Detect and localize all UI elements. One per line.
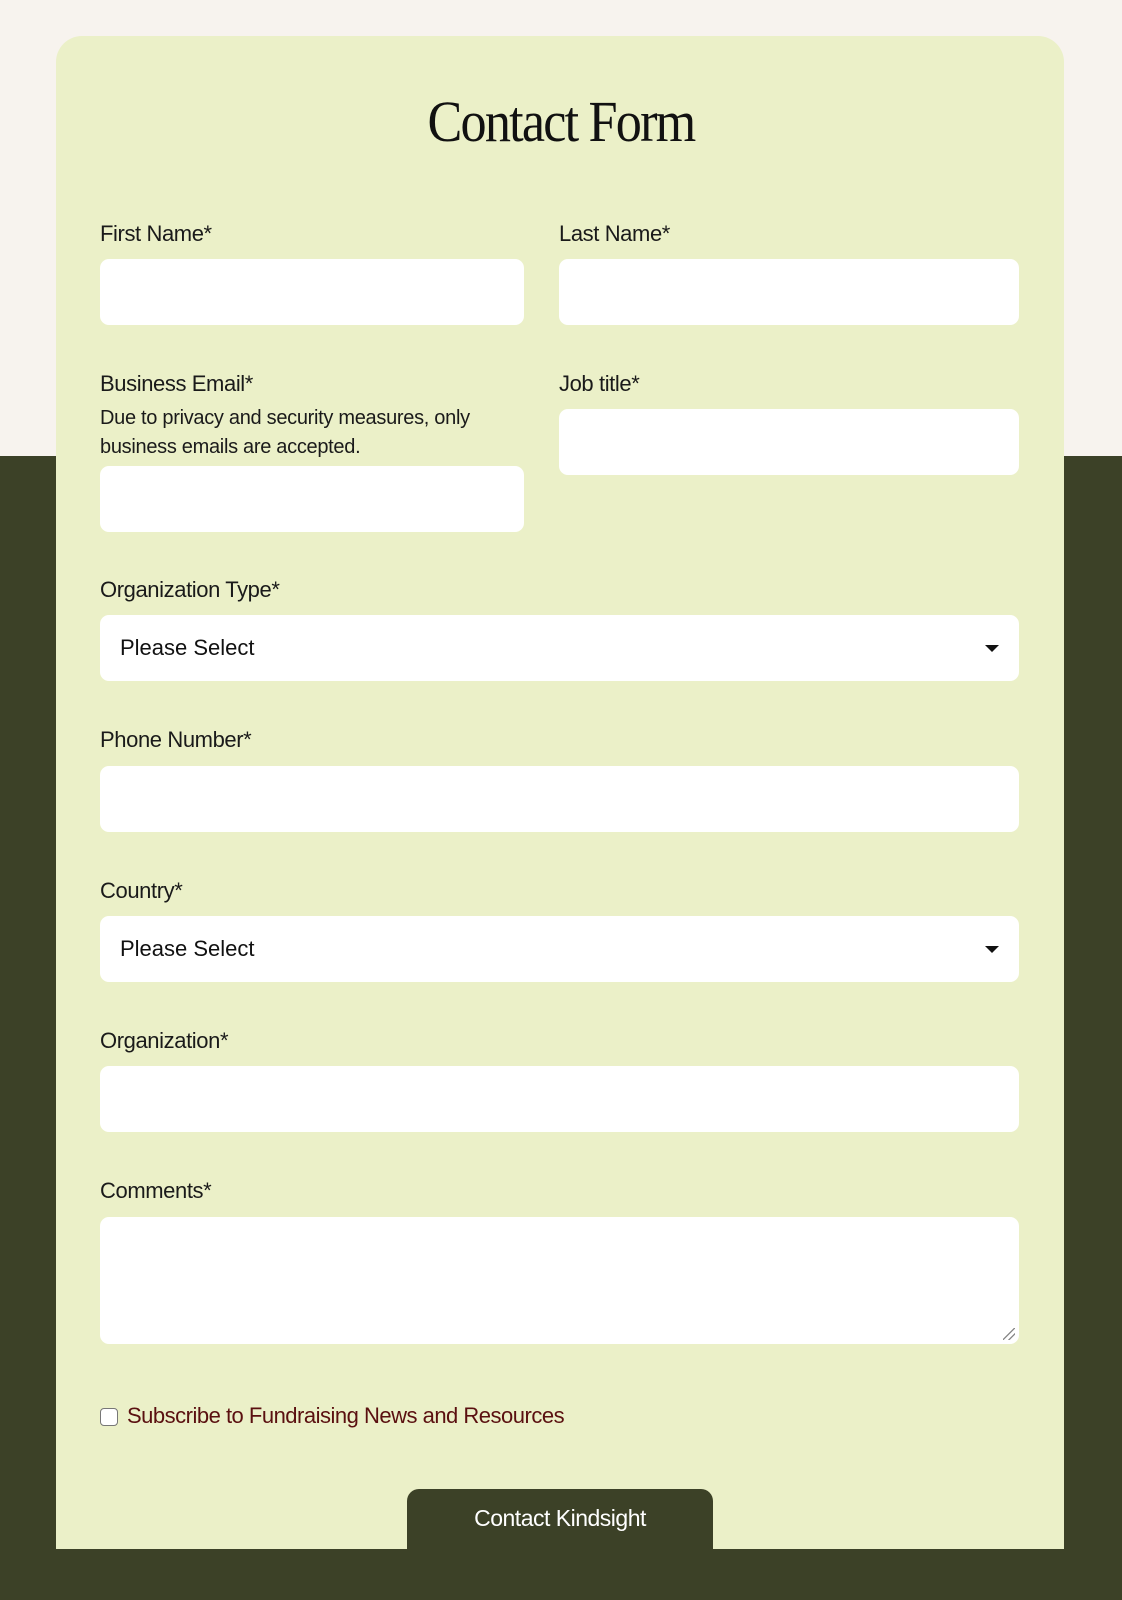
country-value: Please Select [120, 936, 255, 961]
comments-label: Comments* [100, 1178, 212, 1203]
last-name-input[interactable] [559, 259, 1019, 325]
email-help-line: business emails are accepted. [100, 436, 361, 458]
country-select[interactable] [100, 916, 1019, 982]
organization-type-label: Organization Type* [100, 577, 280, 602]
chevron-down-icon [985, 645, 999, 652]
country-label: Country* [100, 878, 183, 903]
first-name-input[interactable] [100, 259, 524, 325]
last-name-label: Last Name* [559, 221, 670, 246]
organization-input[interactable] [100, 1066, 1019, 1132]
contact-kindsight-button[interactable] [407, 1489, 713, 1559]
comments-textarea[interactable] [100, 1217, 1019, 1344]
submit-label: Contact Kindsight [474, 1505, 646, 1531]
business-email-label: Business Email* [100, 371, 253, 396]
email-help-text [100, 404, 530, 462]
subscribe-checkbox[interactable] [100, 1408, 118, 1426]
resize-handle-icon[interactable] [1003, 1328, 1015, 1340]
job-title-label: Job title* [559, 371, 640, 396]
chevron-down-icon [985, 946, 999, 953]
organization-type-value: Please Select [120, 635, 255, 660]
email-help-line: Due to privacy and security measures, only [100, 407, 470, 429]
page-title: Contact Form [427, 89, 695, 154]
business-email-input[interactable] [100, 466, 524, 532]
organization-type-select[interactable] [100, 615, 1019, 681]
phone-number-label: Phone Number* [100, 727, 252, 752]
job-title-input[interactable] [559, 409, 1019, 475]
organization-label: Organization* [100, 1028, 229, 1053]
phone-number-input[interactable] [100, 766, 1019, 832]
subscribe-label[interactable]: Subscribe to Fundraising News and Resources [127, 1403, 565, 1428]
first-name-label: First Name* [100, 221, 212, 246]
